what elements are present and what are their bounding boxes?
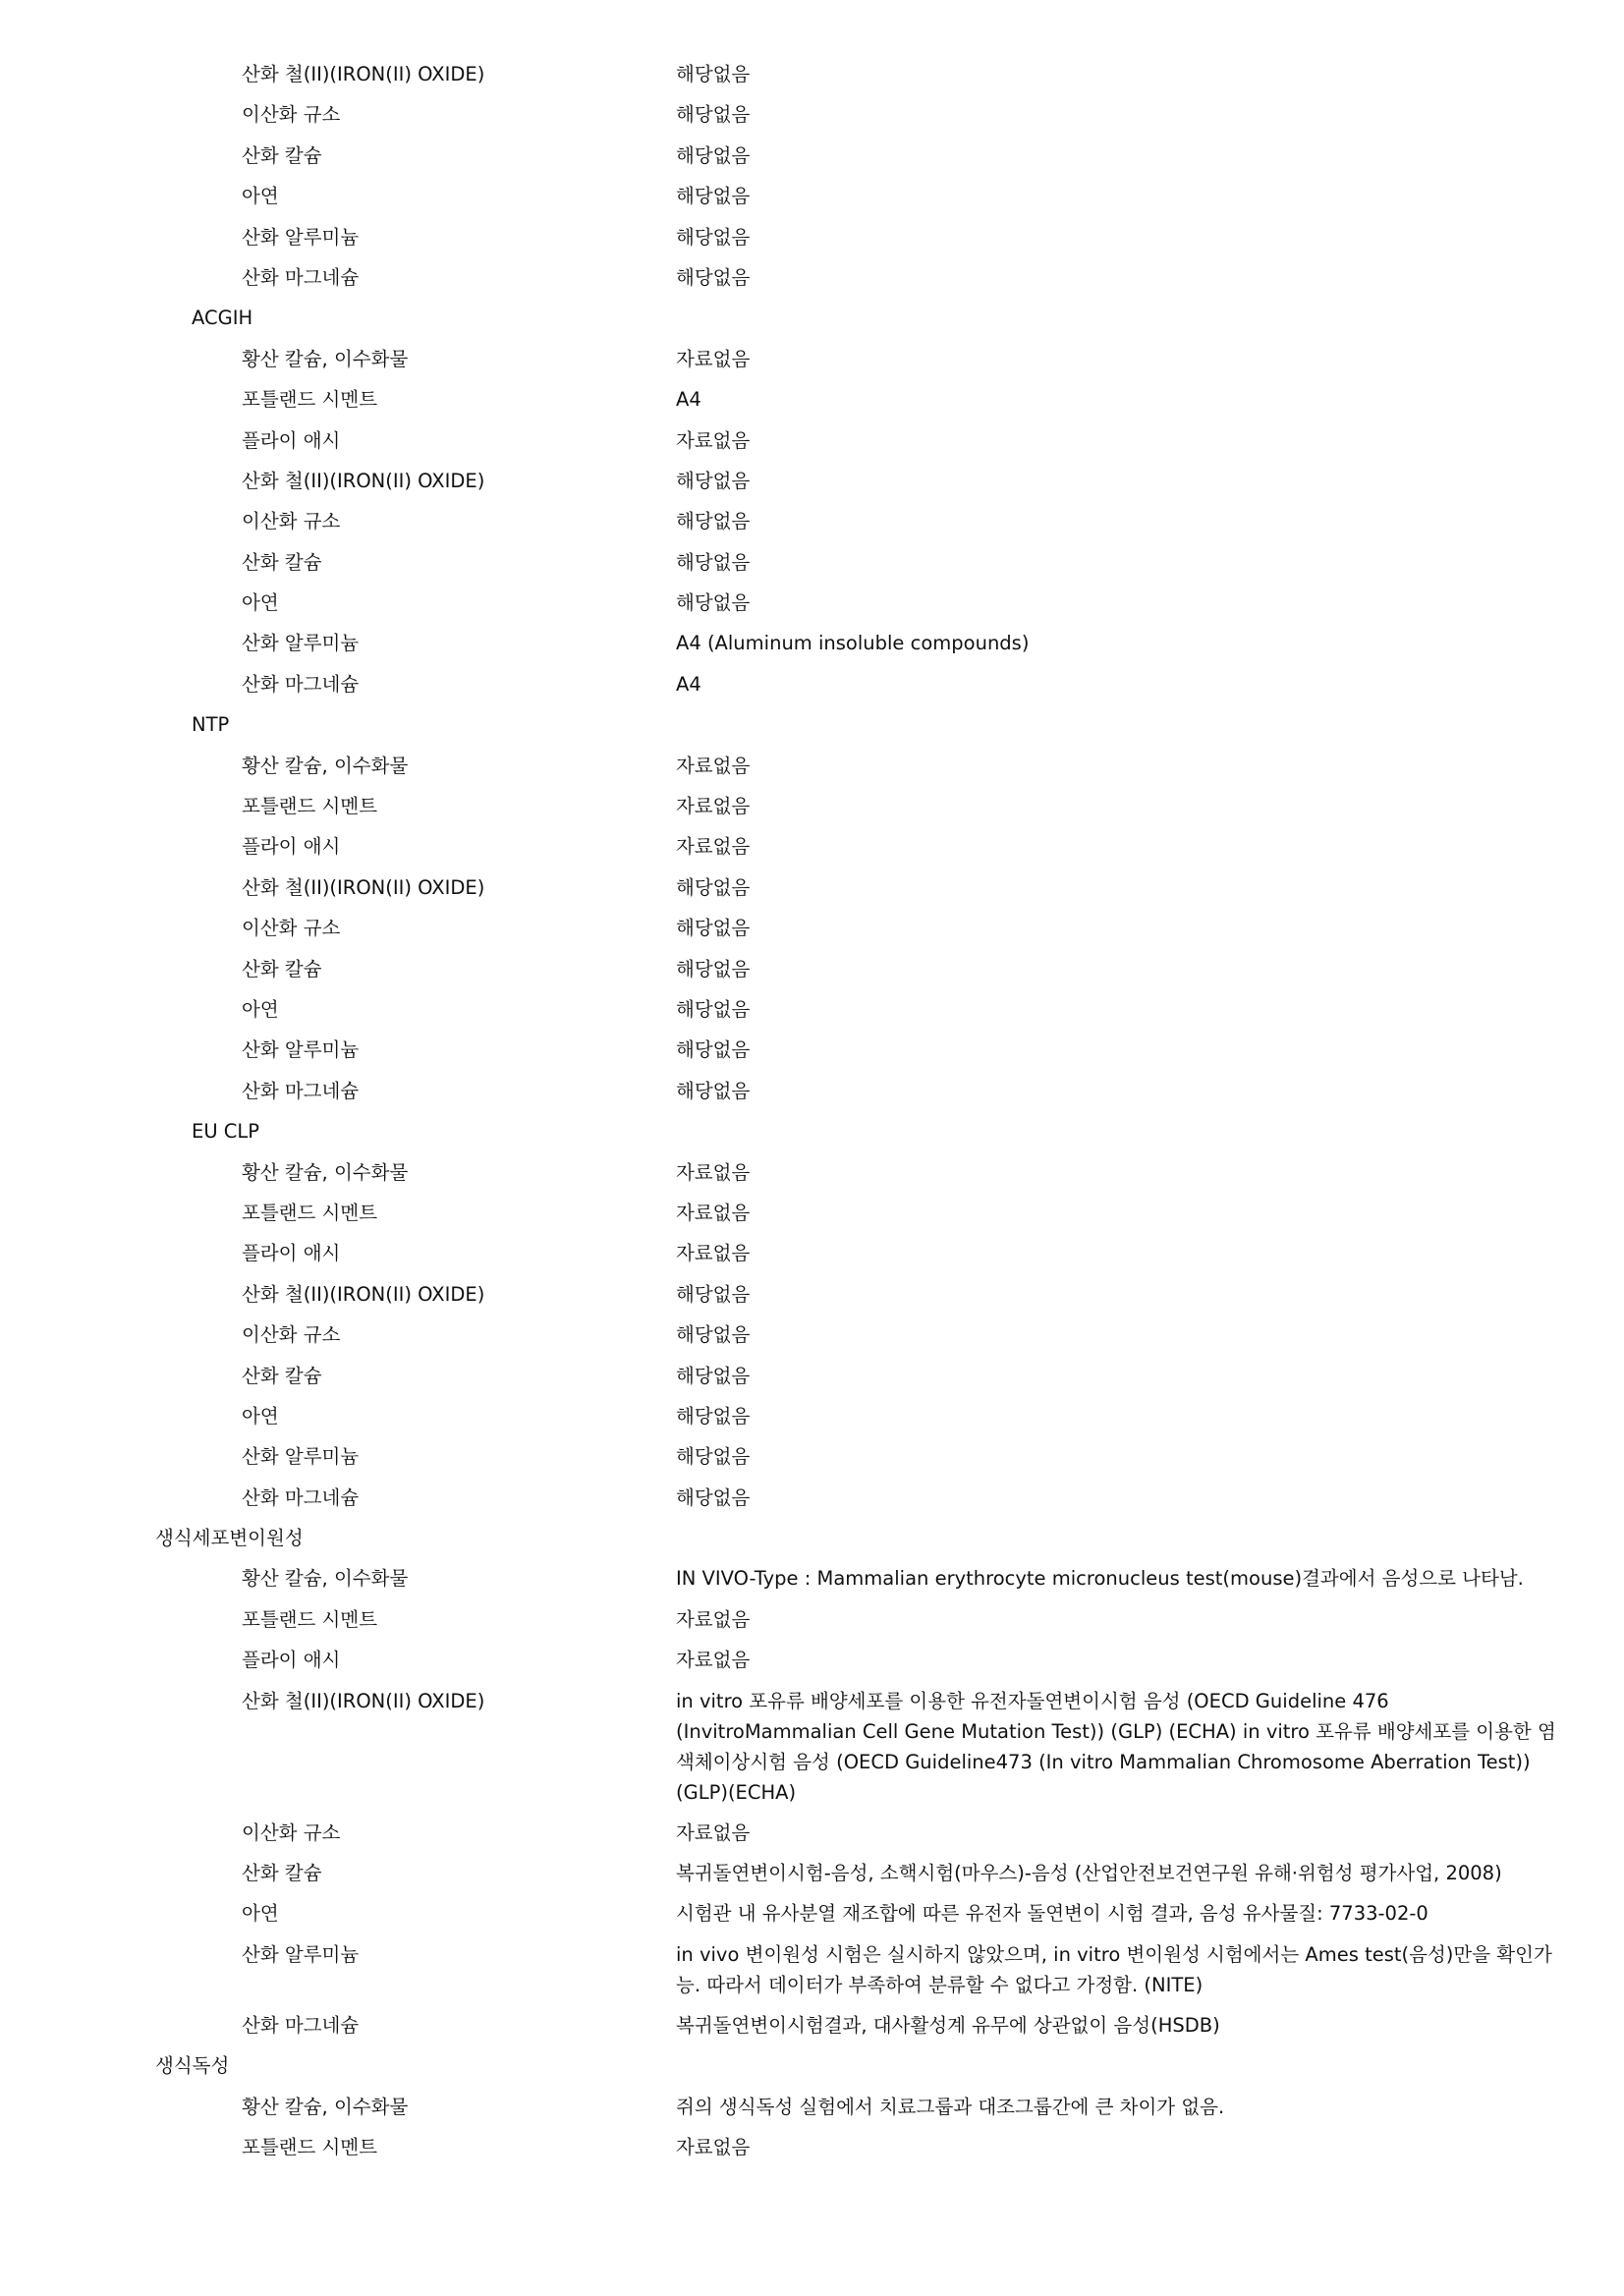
substance-row bbox=[0, 542, 1624, 583]
substance-name: 산화 칼슘 bbox=[242, 1862, 322, 1885]
substance-value: 자료없음 bbox=[676, 835, 751, 859]
substance-row bbox=[0, 664, 1624, 704]
classification-group-heading: ACGIH bbox=[192, 307, 253, 330]
substance-row bbox=[0, 1893, 1624, 1933]
substance-row bbox=[0, 339, 1624, 379]
section-heading: 생식독성 bbox=[155, 2054, 230, 2078]
classification-group-heading: EU CLP bbox=[192, 1120, 260, 1144]
substance-row bbox=[0, 989, 1624, 1030]
substance-row bbox=[0, 2005, 1624, 2045]
substance-value: 해당없음 bbox=[676, 265, 751, 289]
substance-value: IN VIVO-Type : Mammalian erythrocyte micronucleus test(mouse)결과에서 음성으로 나타남. bbox=[676, 1567, 1524, 1591]
substance-row bbox=[0, 1193, 1624, 1233]
substance-name: 황산 칼슘, 이수화물 bbox=[242, 2095, 409, 2118]
substance-name: 황산 칼슘, 이수화물 bbox=[242, 1160, 409, 1184]
substance-name: 산화 철(II)(IRON(II) OXIDE) bbox=[242, 469, 485, 492]
section-heading: 생식세포변이원성 bbox=[155, 1527, 304, 1550]
substance-row bbox=[0, 501, 1624, 541]
substance-row bbox=[0, 136, 1624, 176]
substance-row bbox=[0, 2087, 1624, 2127]
substance-value: 해당없음 bbox=[676, 143, 751, 167]
substance-name: 산화 칼슘 bbox=[242, 1364, 322, 1387]
substance-value: 해당없음 bbox=[676, 1282, 751, 1306]
substance-row bbox=[0, 257, 1624, 298]
substance-row bbox=[0, 2127, 1624, 2167]
substance-name: 아연 bbox=[242, 997, 279, 1021]
substance-row bbox=[0, 420, 1624, 461]
substance-name: 산화 마그네슘 bbox=[242, 1485, 360, 1509]
substance-value: 자료없음 bbox=[676, 1242, 751, 1265]
substance-value: 해당없음 bbox=[676, 957, 751, 980]
substance-value: A4 (Aluminum insoluble compounds) bbox=[676, 632, 1030, 655]
substance-row bbox=[0, 217, 1624, 257]
substance-value: 자료없음 bbox=[676, 1649, 751, 1672]
substance-name: 산화 칼슘 bbox=[242, 957, 322, 980]
substance-row bbox=[0, 583, 1624, 623]
substance-value: 해당없음 bbox=[676, 1079, 751, 1102]
substance-value: 해당없음 bbox=[676, 469, 751, 492]
substance-name: 플라이 애시 bbox=[242, 835, 341, 859]
document-body bbox=[0, 54, 1624, 2167]
substance-row bbox=[0, 94, 1624, 135]
substance-value: 해당없음 bbox=[676, 510, 751, 533]
substance-value: 해당없음 bbox=[676, 1445, 751, 1469]
substance-value: 복귀돌연변이시험결과, 대사활성계 유무에 상관없이 음성(HSDB) bbox=[676, 2013, 1220, 2037]
substance-name: 포틀랜드 시멘트 bbox=[242, 795, 378, 818]
substance-value: 해당없음 bbox=[676, 63, 751, 85]
substance-name: 산화 마그네슘 bbox=[242, 1079, 360, 1102]
substance-row bbox=[0, 1356, 1624, 1396]
substance-value: 해당없음 bbox=[676, 185, 751, 208]
substance-value: 쥐의 생식독성 실험에서 치료그룹과 대조그룹간에 큰 차이가 없음. bbox=[676, 2095, 1225, 2118]
substance-name: 이산화 규소 bbox=[242, 510, 341, 533]
substance-name: 플라이 애시 bbox=[242, 1649, 341, 1672]
substance-name: 포틀랜드 시멘트 bbox=[242, 388, 378, 412]
substance-row bbox=[0, 1599, 1624, 1640]
substance-row bbox=[0, 746, 1624, 786]
substance-value: 해당없음 bbox=[676, 1364, 751, 1387]
substance-value: 해당없음 bbox=[676, 103, 751, 127]
substance-row bbox=[0, 1436, 1624, 1477]
substance-name: 산화 칼슘 bbox=[242, 143, 322, 167]
substance-name: 이산화 규소 bbox=[242, 103, 341, 127]
substance-value: 해당없음 bbox=[676, 1323, 751, 1347]
substance-name: 산화 알루미늄 bbox=[242, 225, 360, 249]
substance-name: 황산 칼슘, 이수화물 bbox=[242, 754, 409, 777]
substance-value: 자료없음 bbox=[676, 1201, 751, 1224]
substance-value: 해당없음 bbox=[676, 591, 751, 615]
substance-row bbox=[0, 1030, 1624, 1070]
substance-row bbox=[0, 1478, 1624, 1518]
substance-value: 해당없음 bbox=[676, 875, 751, 899]
substance-value: 자료없음 bbox=[676, 2135, 751, 2158]
substance-row bbox=[0, 1934, 1624, 2005]
substance-name: 산화 알루미늄 bbox=[242, 1445, 360, 1469]
substance-value: 자료없음 bbox=[676, 1820, 751, 1844]
substance-row bbox=[0, 1558, 1624, 1598]
substance-name: 포틀랜드 시멘트 bbox=[242, 1201, 378, 1224]
substance-name: 이산화 규소 bbox=[242, 1323, 341, 1347]
substance-value: 해당없음 bbox=[676, 1038, 751, 1062]
substance-row bbox=[0, 1396, 1624, 1436]
substance-name: 산화 마그네슘 bbox=[242, 2013, 360, 2037]
substance-name: 이산화 규소 bbox=[242, 1820, 341, 1844]
substance-value: 자료없음 bbox=[676, 1160, 751, 1184]
substance-value: A4 bbox=[676, 672, 701, 696]
substance-name: 산화 마그네슘 bbox=[242, 672, 360, 696]
substance-value: 해당없음 bbox=[676, 997, 751, 1021]
substance-value: 자료없음 bbox=[676, 795, 751, 818]
substance-row bbox=[0, 868, 1624, 908]
substance-row bbox=[0, 1681, 1624, 1813]
substance-value: 시험관 내 유사분열 재조합에 따른 유전자 돌연변이 시험 결과, 음성 유사물질: 7733-02-0 bbox=[676, 1902, 1428, 1926]
substance-name: 플라이 애시 bbox=[242, 1242, 341, 1265]
substance-value: 자료없음 bbox=[676, 1607, 751, 1631]
substance-name: 산화 철(II)(IRON(II) OXIDE) bbox=[242, 875, 485, 899]
substance-value: A4 bbox=[676, 388, 701, 412]
substance-name: 황산 칼슘, 이수화물 bbox=[242, 347, 409, 370]
substance-name: 산화 마그네슘 bbox=[242, 265, 360, 289]
substance-name: 산화 알루미늄 bbox=[242, 1038, 360, 1062]
substance-value: 해당없음 bbox=[676, 1404, 751, 1428]
substance-value: 해당없음 bbox=[676, 550, 751, 574]
substance-value: 자료없음 bbox=[676, 347, 751, 370]
substance-row bbox=[0, 1274, 1624, 1315]
substance-row bbox=[0, 786, 1624, 826]
substance-row bbox=[0, 176, 1624, 216]
substance-name: 아연 bbox=[242, 1902, 279, 1926]
substance-row bbox=[0, 1315, 1624, 1355]
substance-row bbox=[0, 623, 1624, 663]
substance-value: 자료없음 bbox=[676, 428, 751, 452]
substance-name: 포틀랜드 시멘트 bbox=[242, 2135, 378, 2158]
substance-value: in vitro 포유류 배양세포를 이용한 유전자돌연변이시험 음성 (OECD Guideline 476 (InvitroMammalian Cell Gene Mutation Test)) (GLP) (ECHA) in vitro 포유류 배양세포를 이용한 염색체이상시험 음성 (OECD Guideline473 (In vitro Mammalian Chromosome Aberration Test)) (GLP)(ECHA) bbox=[676, 1689, 1556, 1804]
substance-row bbox=[0, 1640, 1624, 1680]
substance-name: 산화 알루미늄 bbox=[242, 1942, 360, 1966]
substance-value: 해당없음 bbox=[676, 917, 751, 940]
substance-name: 산화 칼슘 bbox=[242, 550, 322, 574]
substance-row bbox=[0, 1071, 1624, 1111]
substance-name: 산화 알루미늄 bbox=[242, 632, 360, 655]
substance-row bbox=[0, 1853, 1624, 1893]
substance-name: 산화 철(II)(IRON(II) OXIDE) bbox=[242, 63, 485, 85]
substance-row bbox=[0, 949, 1624, 989]
substance-name: 아연 bbox=[242, 591, 279, 615]
classification-group-heading: NTP bbox=[192, 713, 230, 737]
substance-name: 황산 칼슘, 이수화물 bbox=[242, 1567, 409, 1591]
substance-value: 해당없음 bbox=[676, 1485, 751, 1509]
substance-row bbox=[0, 1813, 1624, 1853]
substance-name: 아연 bbox=[242, 1404, 279, 1428]
substance-name: 플라이 애시 bbox=[242, 428, 341, 452]
substance-name: 이산화 규소 bbox=[242, 917, 341, 940]
substance-row bbox=[0, 54, 1624, 94]
substance-row bbox=[0, 908, 1624, 948]
substance-row bbox=[0, 1233, 1624, 1273]
substance-name: 산화 철(II)(IRON(II) OXIDE) bbox=[242, 1282, 485, 1306]
substance-row bbox=[0, 379, 1624, 420]
substance-value: 해당없음 bbox=[676, 225, 751, 249]
substance-value: 복귀돌연변이시험-음성, 소핵시험(마우스)-음성 (산업안전보건연구원 유해·위험성 평가사업, 2008) bbox=[676, 1862, 1502, 1885]
substance-name: 포틀랜드 시멘트 bbox=[242, 1607, 378, 1631]
substance-name: 아연 bbox=[242, 185, 279, 208]
substance-value: in vivo 변이원성 시험은 실시하지 않았으며, in vitro 변이원성 시험에서는 Ames test(음성)만을 확인가능. 따라서 데이터가 부족하여 분류할 수 없다고 가정함. (NITE) bbox=[676, 1942, 1552, 1996]
substance-row bbox=[0, 1152, 1624, 1193]
substance-value: 자료없음 bbox=[676, 754, 751, 777]
substance-row bbox=[0, 461, 1624, 501]
substance-name: 산화 철(II)(IRON(II) OXIDE) bbox=[242, 1689, 485, 1712]
substance-row bbox=[0, 826, 1624, 867]
